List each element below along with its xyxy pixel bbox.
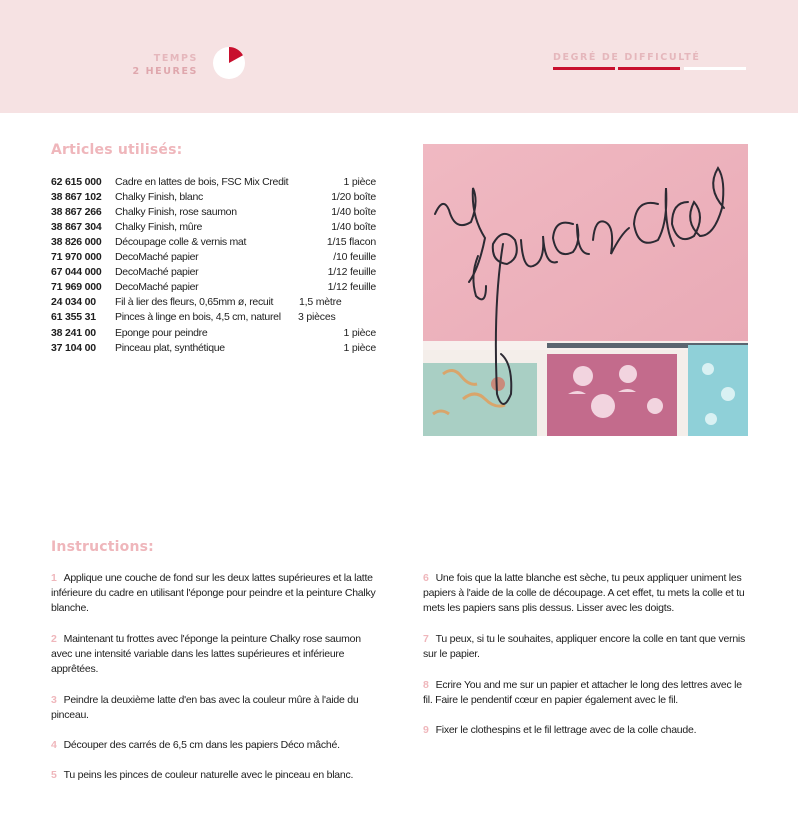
article-qty: 1 pièce <box>343 176 376 188</box>
article-desc: DecoMaché papier <box>115 266 199 278</box>
instructions-title: Instructions: <box>51 539 154 555</box>
article-desc: Découpage colle & vernis mat <box>115 236 247 248</box>
article-row <box>51 250 376 265</box>
instruction-step <box>51 768 378 783</box>
article-desc: Chalky Finish, mûre <box>115 221 203 233</box>
article-row <box>51 265 376 280</box>
step-text: Une fois que la latte blanche est sèche, tu peux appliquer uniment les papiers à l'aide de la colle de découpage. A cet effet, tu mets la colle et tu mets les papiers sans plis dessus. Lisser avec les doigts. <box>423 572 745 615</box>
time-pie-icon <box>212 46 246 80</box>
article-qty: 3 pièces <box>298 311 336 323</box>
step-number: 1 <box>51 572 57 584</box>
difficulty-label: DEGRÉ DE DIFFICULTÉ <box>553 52 701 63</box>
instruction-step <box>51 632 378 678</box>
article-code: 38 241 00 <box>51 327 96 339</box>
article-qty: 1,5 mètre <box>299 296 342 308</box>
instruction-step <box>423 571 750 617</box>
article-desc: DecoMaché papier <box>115 281 199 293</box>
instruction-step <box>51 693 378 723</box>
article-code: 37 104 00 <box>51 342 96 354</box>
article-code: 67 044 000 <box>51 266 102 278</box>
instruction-step <box>423 632 750 662</box>
article-desc: Chalky Finish, rose saumon <box>115 206 237 218</box>
article-qty: 1 pièce <box>343 342 376 354</box>
step-text: Découper des carrés de 6,5 cm dans les papiers Déco mâché. <box>63 739 340 751</box>
article-row <box>51 280 376 295</box>
article-desc: DecoMaché papier <box>115 251 199 263</box>
article-qty: 1/12 feuille <box>327 281 376 293</box>
article-code: 71 970 000 <box>51 251 102 263</box>
article-code: 71 969 000 <box>51 281 102 293</box>
article-desc: Cadre en lattes de bois, FSC Mix Credit <box>115 176 289 188</box>
article-desc: Fil à lier des fleurs, 0,65mm ø, recuit <box>115 296 274 308</box>
project-photo <box>423 144 748 436</box>
article-code: 24 034 00 <box>51 296 96 308</box>
article-row <box>51 326 376 341</box>
step-text: Tu peux, si tu le souhaites, appliquer encore la colle en tant que vernis sur le papier. <box>423 633 745 661</box>
article-qty: 1/40 boîte <box>331 221 376 233</box>
article-desc: Pinceau plat, synthétique <box>115 342 225 354</box>
step-text: Maintenant tu frottes avec l'éponge la peinture Chalky rose saumon avec une intensité variable dans les lattes supérieures et inférieure apprêtées. <box>51 633 361 676</box>
instruction-step <box>423 678 750 708</box>
article-row <box>51 235 376 250</box>
step-text: Tu peins les pinces de couleur naturelle avec le pinceau en blanc. <box>63 769 354 781</box>
difficulty-bar-3 <box>684 67 746 70</box>
instruction-step <box>51 571 378 617</box>
instruction-step <box>51 738 378 753</box>
article-qty: 1 pièce <box>343 327 376 339</box>
article-row <box>51 205 376 220</box>
article-row <box>51 190 376 205</box>
article-row <box>51 175 376 190</box>
article-row <box>51 341 376 356</box>
article-qty: /10 feuille <box>333 251 376 263</box>
article-row <box>51 295 376 310</box>
article-code: 38 867 266 <box>51 206 102 218</box>
step-number: 6 <box>423 572 429 584</box>
article-qty: 1/15 flacon <box>326 236 376 248</box>
time-value: 2 HEURES <box>132 66 198 77</box>
step-number: 3 <box>51 694 57 706</box>
article-code: 61 355 31 <box>51 311 96 323</box>
article-qty: 1/12 feuille <box>327 266 376 278</box>
step-number: 9 <box>423 724 429 736</box>
difficulty-bar-2 <box>618 67 680 70</box>
article-row <box>51 220 376 235</box>
time-info <box>132 52 198 78</box>
step-text: Ecrire You and me sur un papier et attacher le long des lettres avec le fil. Faire le pendentif cœur en papier également avec le fil. <box>423 679 742 707</box>
step-number: 8 <box>423 679 429 691</box>
article-code: 62 615 000 <box>51 176 102 188</box>
step-number: 7 <box>423 633 429 645</box>
article-row <box>51 310 376 325</box>
step-text: Peindre la deuxième latte d'en bas avec la couleur mûre à l'aide du pinceau. <box>51 694 359 722</box>
step-text: Applique une couche de fond sur les deux lattes supérieures et la latte inférieure du cadre en utilisant l'éponge pour peindre et la peinture Chalky blanche. <box>51 572 376 615</box>
article-qty: 1/20 boîte <box>331 191 376 203</box>
project-photo-illustration <box>423 144 748 436</box>
article-desc: Chalky Finish, blanc <box>115 191 203 203</box>
step-text: Fixer le clothespins et le fil lettrage avec de la colle chaude. <box>435 724 697 736</box>
article-qty: 1/40 boîte <box>331 206 376 218</box>
time-label: TEMPS <box>153 53 198 64</box>
step-number: 4 <box>51 739 57 751</box>
article-desc: Pinces à linge en bois, 4,5 cm, naturel <box>115 311 281 323</box>
article-desc: Eponge pour peindre <box>115 327 208 339</box>
step-number: 2 <box>51 633 57 645</box>
difficulty-bar-1 <box>553 67 615 70</box>
article-code: 38 826 000 <box>51 236 102 248</box>
step-number: 5 <box>51 769 57 781</box>
instruction-step <box>423 723 750 738</box>
article-code: 38 867 304 <box>51 221 102 233</box>
articles-title: Articles utilisés: <box>51 142 183 158</box>
article-code: 38 867 102 <box>51 191 102 203</box>
